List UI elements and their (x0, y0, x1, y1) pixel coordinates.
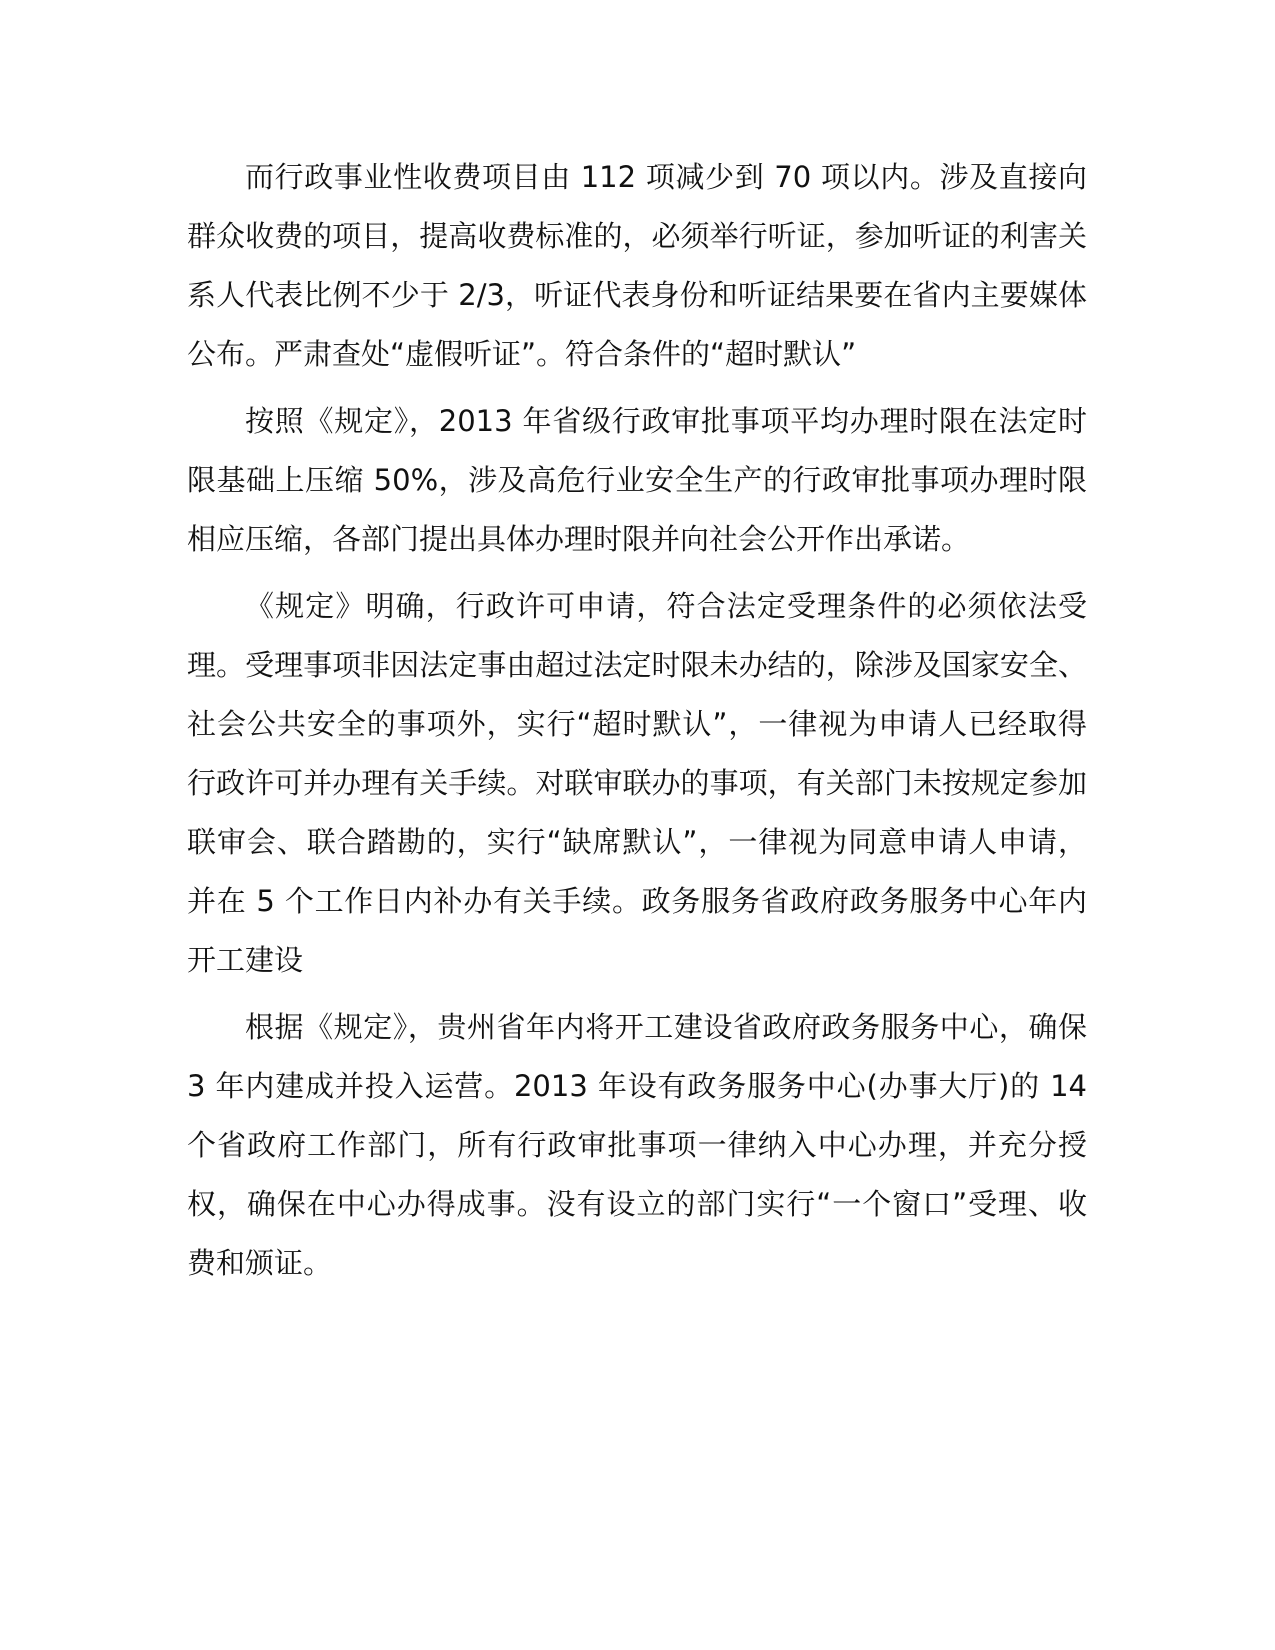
paragraph-fee-reduction: 而行政事业性收费项目由 112 项减少到 70 项以内。涉及直接向群众收费的项目，提高收费标准的，必须举行听证，参加听证的利害关系人代表比例不少于 2/3，听证代表身份和听证结果要在省内主要媒体公布。严肃查处“虚假听证”。符合条件的“超时默认” (187, 160, 1087, 371)
paragraph-default-approval: 《规定》明确，行政许可申请，符合法定受理条件的必须依法受理。受理事项非因法定事由超过法定时限未办结的，除涉及国家安全、社会公共安全的事项外，实行“超时默认”，一律视为申请人已经取得行政许可并办理有关手续。对联审联办的事项，有关部门未按规定参加联审会、联合踏勘的，实行“缺席默认”，一律视为同意申请人申请，并在 5 个工作日内补办有关手续。政务服务省政府政务服务中心年内开工建设 (187, 589, 1087, 977)
paragraph-service-center: 根据《规定》，贵州省年内将开工建设省政府政务服务中心，确保 3 年内建成并投入运营。2013 年设有政务服务中心(办事大厅)的 14 个省政府工作部门，所有行政审批事项一律纳入中心办理，并充分授权，确保在中心办得成事。没有设立的部门实行“一个窗口”受理、收费和颁证。 (187, 1010, 1087, 1280)
paragraph-time-limit: 按照《规定》，2013 年省级行政审批事项平均办理时限在法定时限基础上压缩 50%，涉及高危行业安全生产的行政审批事项办理时限相应压缩，各部门提出具体办理时限并向社会公开作出承诺。 (187, 404, 1087, 556)
document-body (187, 148, 1087, 1293)
